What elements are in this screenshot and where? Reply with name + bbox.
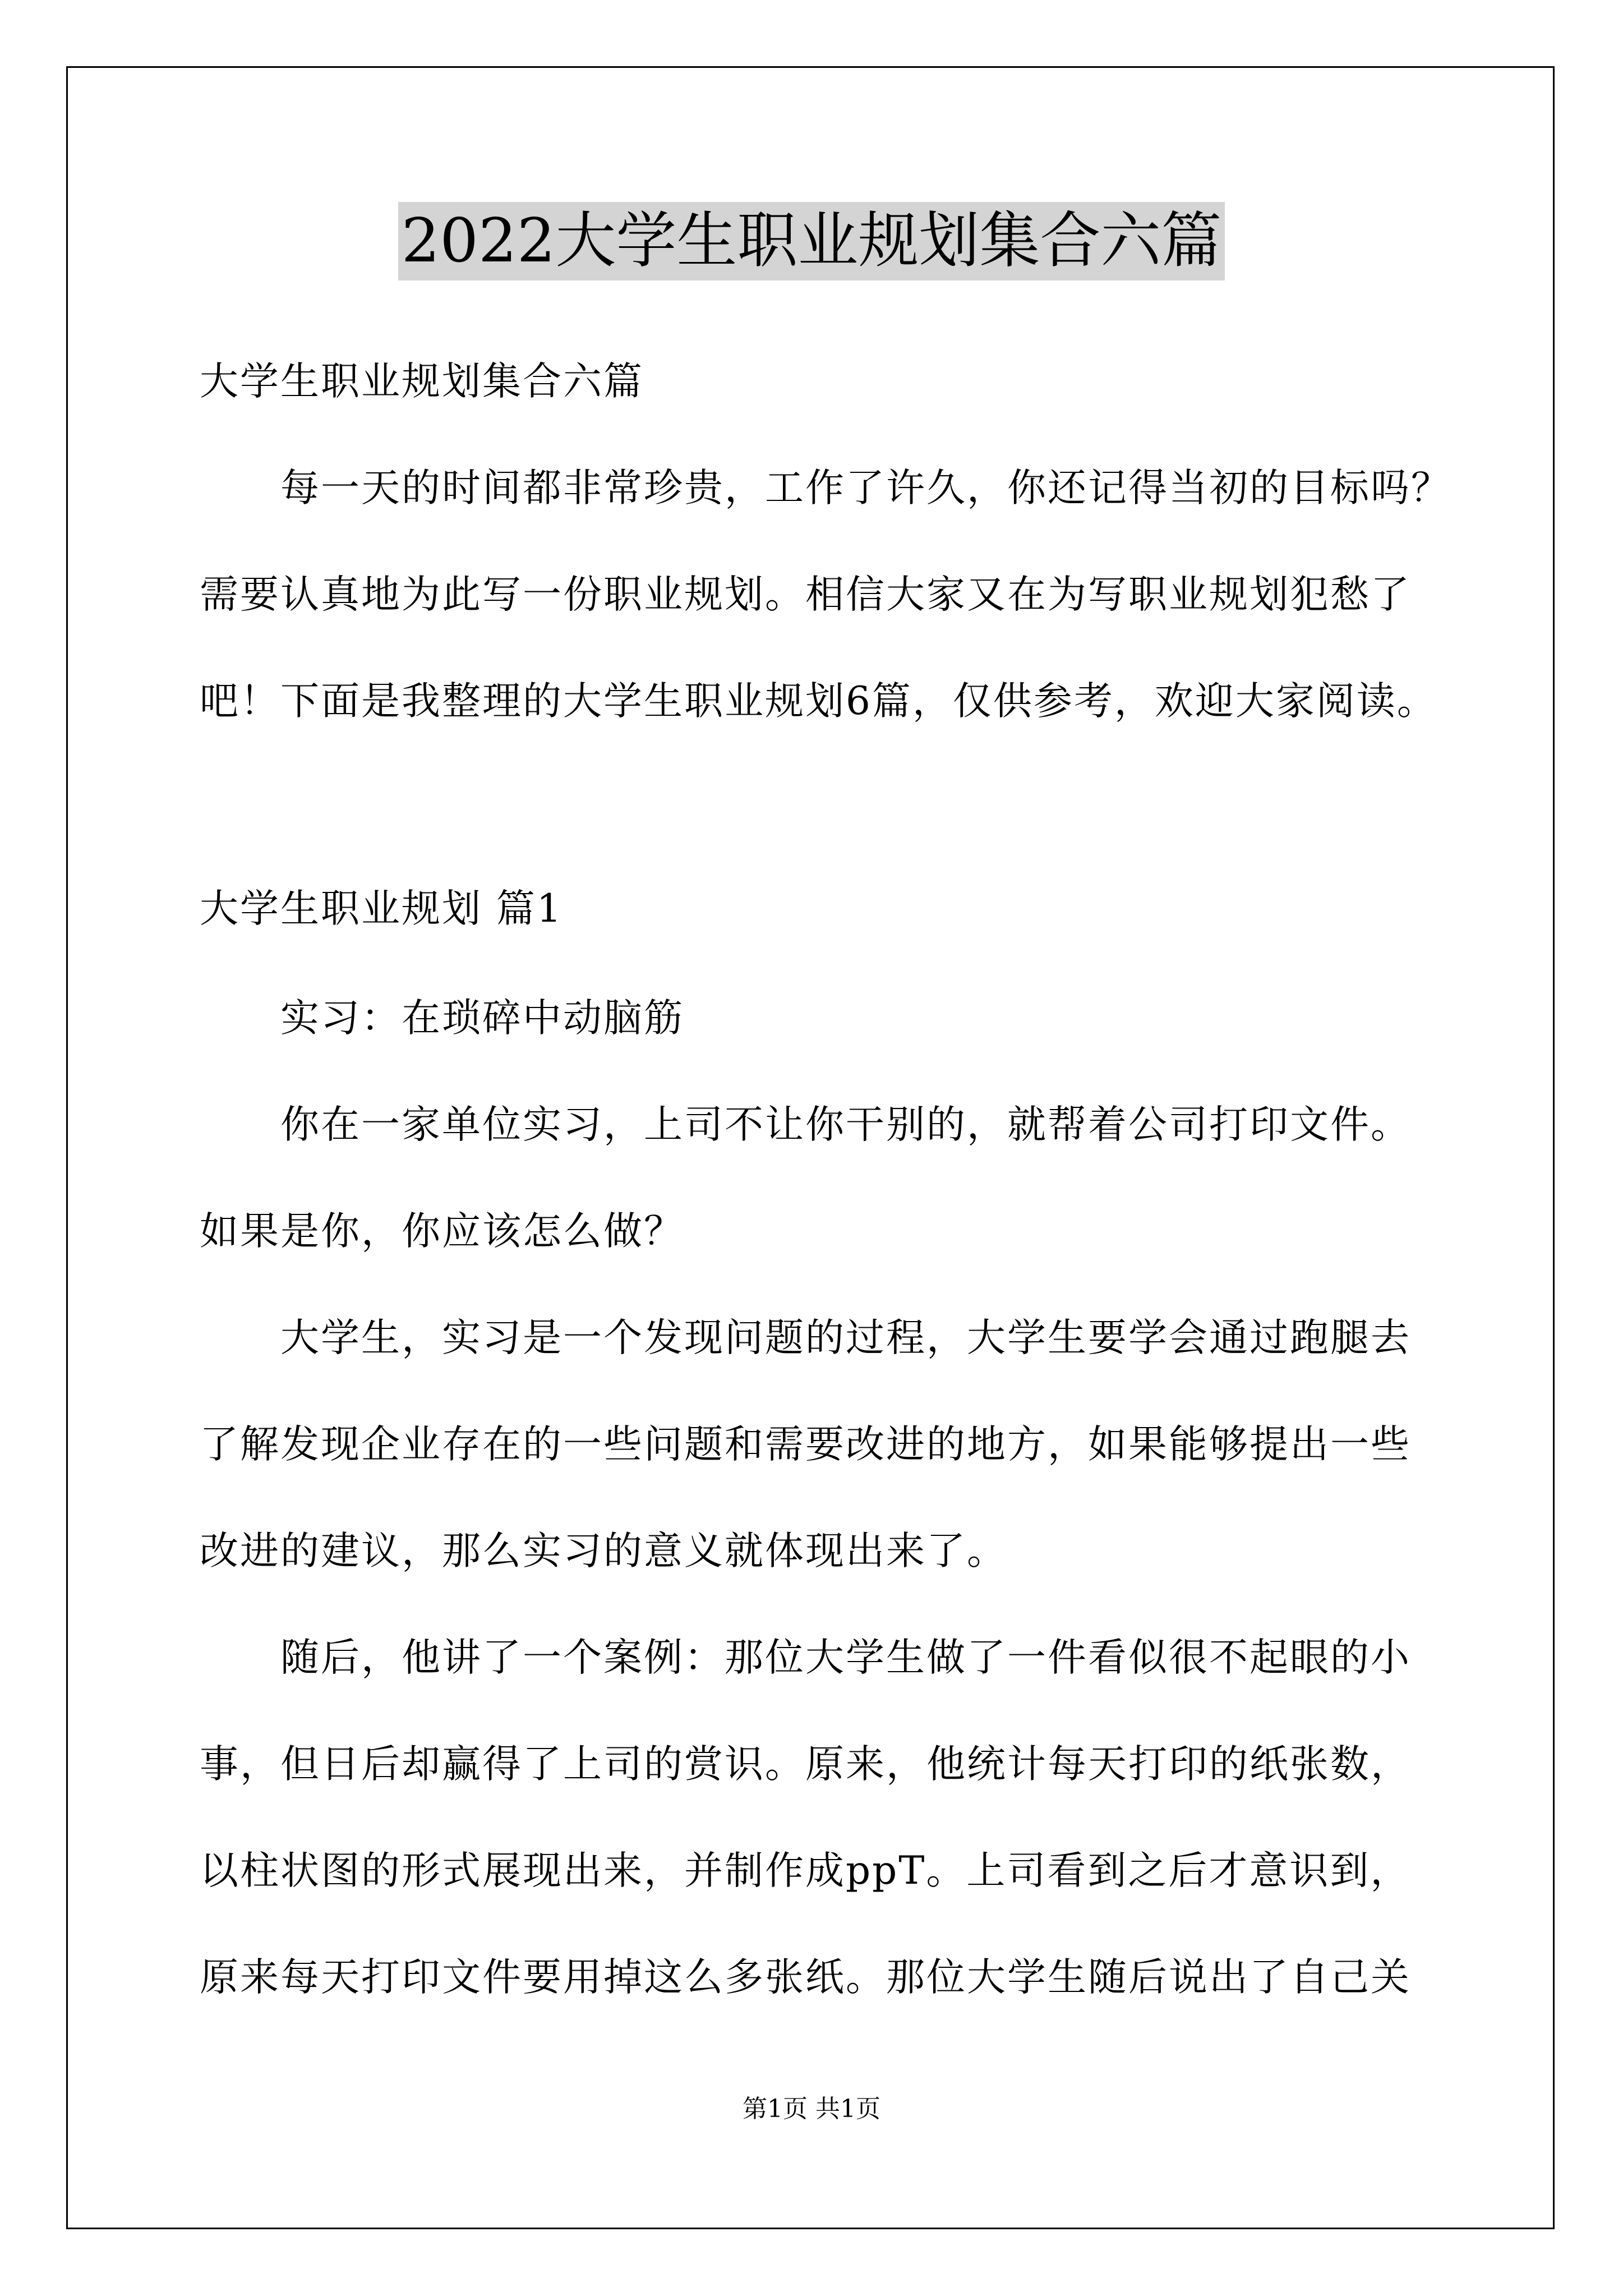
intro-line-1: 每一天的时间都非常珍贵，工作了许久，你还记得当初的目标吗？ [280, 466, 1451, 510]
section-heading: 大学生职业规划 篇1 [200, 886, 563, 931]
paragraph3-line-2: 事，但日后却赢得了上司的赏识。原来，他统计每天打印的纸张数， [200, 1742, 1411, 1787]
intro-line-3: 吧！下面是我整理的大学生职业规划6篇，仅供参考，欢迎大家阅读。 [200, 679, 1437, 724]
paragraph3-line-4: 原来每天打印文件要用掉这么多张纸。那位大学生随后说出了自己关 [200, 1955, 1411, 2000]
paragraph1-line-1: 你在一家单位实习，上司不让你干别的，就帮着公司打印文件。 [280, 1102, 1411, 1147]
document-subtitle: 大学生职业规划集合六篇 [200, 359, 644, 404]
paragraph2-line-1: 大学生，实习是一个发现问题的过程，大学生要学会通过跑腿去 [280, 1315, 1411, 1360]
page-footer: 第1页 共1页 [743, 2095, 880, 2123]
paragraph3-line-3: 以柱状图的形式展现出来，并制作成ppT。上司看到之后才意识到， [200, 1848, 1411, 1893]
paragraph2-line-3: 改进的建议，那么实习的意义就体现出来了。 [200, 1529, 1007, 1573]
title-container [0, 202, 1623, 280]
paragraph1-line-2: 如果是你，你应该怎么做？ [200, 1209, 684, 1254]
paragraph2-line-2: 了解发现企业存在的一些问题和需要改进的地方，如果能够提出一些 [200, 1422, 1411, 1467]
paragraph3-line-1: 随后，他讲了一个案例：那位大学生做了一件看似很不起眼的小 [280, 1635, 1411, 1680]
intro-line-2: 需要认真地为此写一份职业规划。相信大家又在为写职业规划犯愁了 [200, 572, 1411, 617]
document-title: 2022大学生职业规划集合六篇 [398, 202, 1225, 280]
section-subtitle: 实习：在琐碎中动脑筋 [280, 996, 684, 1041]
